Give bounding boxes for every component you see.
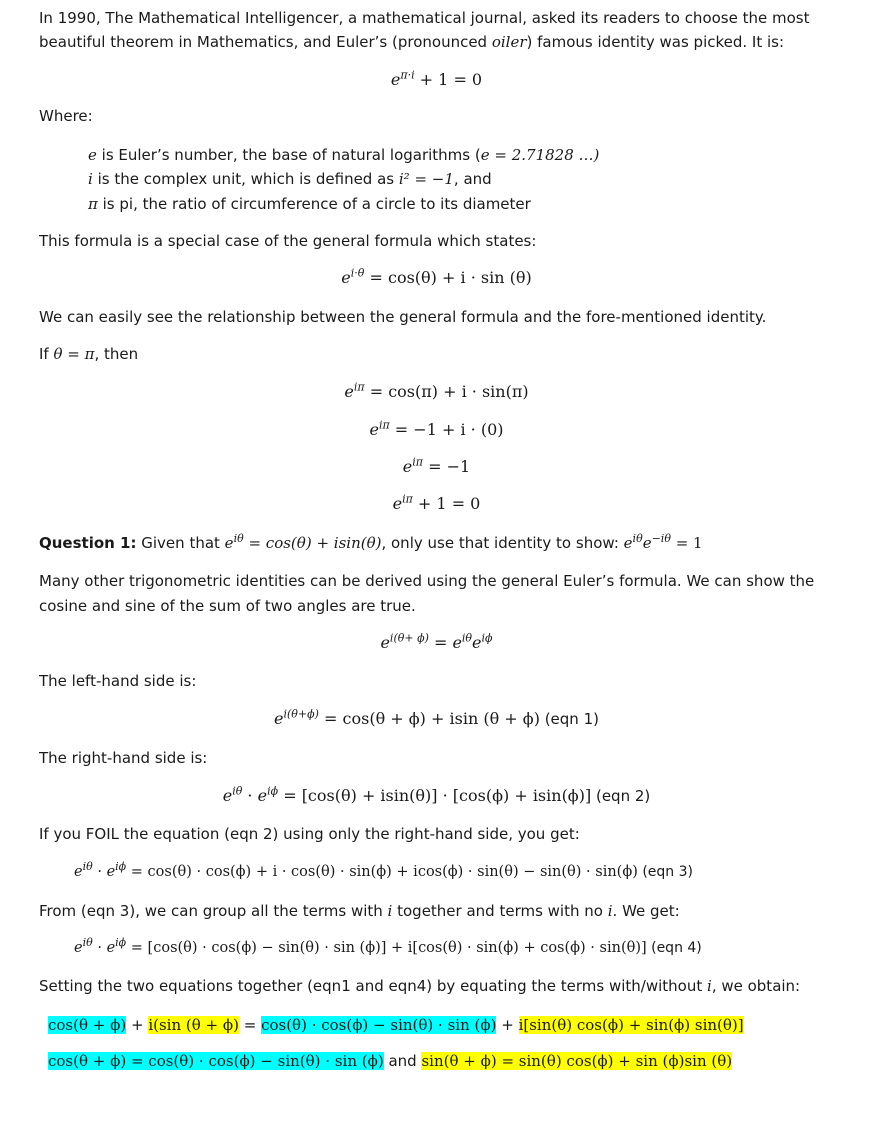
dot: ·: [242, 786, 258, 805]
group-text-c: . We get:: [612, 902, 680, 920]
e-symbol: e: [74, 864, 83, 880]
where-label: Where:: [39, 107, 93, 125]
sum-product-identity: [0, 632, 873, 654]
exponent: i(θ+ϕ): [283, 707, 319, 721]
i-sin-sum-term: i(sin (θ + ϕ): [148, 1016, 239, 1034]
exponent: −iθ: [651, 532, 671, 545]
many-line-1: Many other trigonometric identities can be derived using the general Euler’s formula. We can show the: [39, 572, 815, 590]
eqn-3: [74, 861, 864, 883]
def-i-symbol: i: [88, 170, 93, 188]
eqn-1: [0, 708, 873, 730]
eqn-3-tag: (eqn 3): [637, 864, 693, 880]
e-symbol: e: [392, 494, 403, 513]
e-symbol: e: [106, 940, 116, 956]
def-i-and: , and: [453, 170, 492, 188]
step-1-rhs: = cos(π) + i · sin(π): [364, 382, 529, 401]
e-symbol: e: [642, 534, 652, 552]
def-e-text: is Euler’s number, the base of natural logarithms (: [96, 146, 481, 164]
group-text-a: From (eqn 3), we can group all the terms with: [39, 902, 388, 920]
def-i-equation: i² = −1: [398, 170, 454, 188]
if-condition: [39, 342, 138, 367]
e-symbol: e: [222, 786, 233, 805]
exponent: iϕ: [267, 784, 279, 798]
step-1: [0, 381, 873, 403]
exponent: iϕ: [115, 860, 127, 874]
e-symbol: e: [341, 268, 351, 287]
e-symbol: e: [224, 534, 234, 552]
setting-text: [39, 974, 800, 999]
q1-equation: = cos(θ) + isin(θ): [243, 534, 382, 552]
exponent: iθ: [632, 532, 643, 545]
setting-text-a: Setting the two equations together (eqn1 and eqn4) by equating the terms with/without: [39, 977, 707, 995]
exponent: iθ: [461, 631, 473, 645]
exponent: iπ: [378, 418, 390, 432]
exponent: iπ: [412, 455, 424, 469]
def-i-text: is the complex unit, which is defined as: [92, 170, 399, 188]
setting-text-b: , we obtain:: [711, 977, 801, 995]
eqn-4-rhs: = [cos(θ) · cos(ϕ) − sin(θ) · sin (ϕ)] + i[cos(θ) · sin(ϕ) + cos(ϕ) · sin(θ)]: [126, 940, 647, 956]
step-4-rhs: + 1 = 0: [412, 494, 481, 513]
then-text: , then: [94, 345, 139, 363]
step-2: [0, 419, 873, 441]
definition-pi: [88, 192, 531, 217]
e-symbol: e: [257, 786, 268, 805]
definition-i: [88, 167, 492, 192]
general-formula: [0, 267, 873, 289]
foil-text: If you FOIL the equation (eqn 2) using only the right-hand side, you get:: [39, 825, 580, 843]
question-1: [39, 531, 703, 556]
exponent: iϕ: [115, 936, 127, 950]
cos-sum-identity: cos(θ + ϕ) = cos(θ) · cos(ϕ) − sin(θ) · sin (ϕ): [48, 1052, 384, 1070]
equals: =: [238, 1016, 262, 1034]
exponent: i(θ+ ϕ): [389, 631, 429, 645]
and-text: and: [383, 1052, 422, 1070]
eqn-2-rhs: = [cos(θ) + isin(θ)] · [cos(ϕ) + isin(ϕ)]: [278, 786, 592, 805]
i-symbol: i: [607, 902, 613, 920]
highlight-line-2: [48, 1049, 732, 1074]
exponent: i·θ: [350, 266, 365, 280]
def-e-value: e = 2.71828 …): [480, 146, 600, 164]
intro-text: beautiful theorem in Mathematics, and Euler’s (pronounced: [39, 33, 492, 51]
def-e-symbol: e: [88, 146, 97, 164]
cos-sum-term: cos(θ + ϕ): [48, 1016, 127, 1034]
intro-line-2: [39, 30, 784, 55]
eqn-1-tag: (eqn 1): [539, 710, 599, 728]
step-2-rhs: = −1 + i · (0): [389, 420, 504, 439]
euler-identity: [0, 69, 873, 91]
e-symbol: e: [390, 70, 401, 89]
eqn-4: [74, 937, 864, 959]
step-3: [0, 456, 873, 478]
lhs-label: The left-hand side is:: [39, 672, 197, 690]
i-symbol: i: [707, 977, 712, 995]
exponent: iθ: [82, 936, 93, 950]
q1-target: = 1: [670, 534, 703, 552]
e-symbol: e: [106, 864, 116, 880]
question-1-label: Question 1:: [39, 534, 137, 552]
exponent: iπ: [353, 380, 365, 394]
def-pi-text: is pi, the ratio of circumference of a circle to its diameter: [97, 195, 531, 213]
def-pi-symbol: π: [88, 195, 98, 213]
eqn-3-rhs: = cos(θ) · cos(ϕ) + i · cos(θ) · sin(ϕ) + icos(ϕ) · sin(θ) − sin(θ) · sin(ϕ): [126, 864, 638, 880]
theta-equals-pi: θ = π: [53, 345, 95, 363]
e-symbol: e: [472, 633, 482, 652]
sin-expansion-term: i[sin(θ) cos(ϕ) + sin(ϕ) sin(θ)]: [518, 1016, 744, 1034]
e-symbol: e: [402, 457, 413, 476]
general-rhs: = cos(θ) + i · sin (θ): [364, 268, 532, 287]
many-line-2: cosine and sine of the sum of two angles are true.: [39, 597, 416, 615]
e-symbol: e: [623, 534, 633, 552]
eqn-4-tag: (eqn 4): [646, 940, 702, 956]
q1-text: Given that: [136, 534, 225, 552]
sin-sum-identity: sin(θ + ϕ) = sin(θ) cos(ϕ) + sin (ϕ)sin (θ): [421, 1052, 733, 1070]
definition-e: [88, 143, 599, 168]
special-case-text: This formula is a special case of the general formula which states:: [39, 232, 537, 250]
highlight-line-1: [48, 1013, 744, 1038]
step-3-rhs: = −1: [423, 457, 471, 476]
exponent: iϕ: [481, 631, 493, 645]
cos-expansion-term: cos(θ) · cos(ϕ) − sin(θ) · sin (ϕ): [261, 1016, 497, 1034]
identity-exponent: π·i: [400, 68, 415, 82]
q1-text-b: , only use that identity to show:: [381, 534, 624, 552]
eqn-2-tag: (eqn 2): [591, 787, 651, 805]
oiler-word: oiler: [491, 33, 527, 51]
e-symbol: e: [274, 709, 284, 728]
intro-line-1: In 1990, The Mathematical Intelligencer, a mathematical journal, asked its readers to choose the most: [39, 9, 810, 27]
if-text: If: [39, 345, 54, 363]
group-text-b: together and terms with no: [392, 902, 608, 920]
e-symbol: e: [344, 382, 354, 401]
plus: +: [496, 1016, 519, 1034]
exponent: iπ: [402, 492, 413, 506]
exponent: iθ: [233, 532, 244, 545]
exponent: iθ: [232, 784, 243, 798]
plus: +: [126, 1016, 149, 1034]
intro-text-end: ) famous identity was picked. It is:: [526, 33, 785, 51]
dot: ·: [92, 864, 107, 880]
e-symbol: e: [369, 420, 379, 439]
eqn-1-rhs: = cos(θ + ϕ) + isin (θ + ϕ): [318, 709, 540, 728]
equals: =: [428, 633, 453, 652]
e-symbol: e: [74, 940, 83, 956]
e-symbol: e: [380, 633, 390, 652]
dot: ·: [92, 940, 107, 956]
identity-rest: + 1 = 0: [414, 70, 483, 89]
group-text: [39, 899, 680, 924]
step-4: [0, 493, 873, 515]
relationship-text: We can easily see the relationship between the general formula and the fore-mentioned identity.: [39, 308, 767, 326]
rhs-label: The right-hand side is:: [39, 749, 208, 767]
i-symbol: i: [387, 902, 393, 920]
e-symbol: e: [452, 633, 462, 652]
exponent: iθ: [82, 860, 93, 874]
eqn-2: [0, 785, 873, 807]
